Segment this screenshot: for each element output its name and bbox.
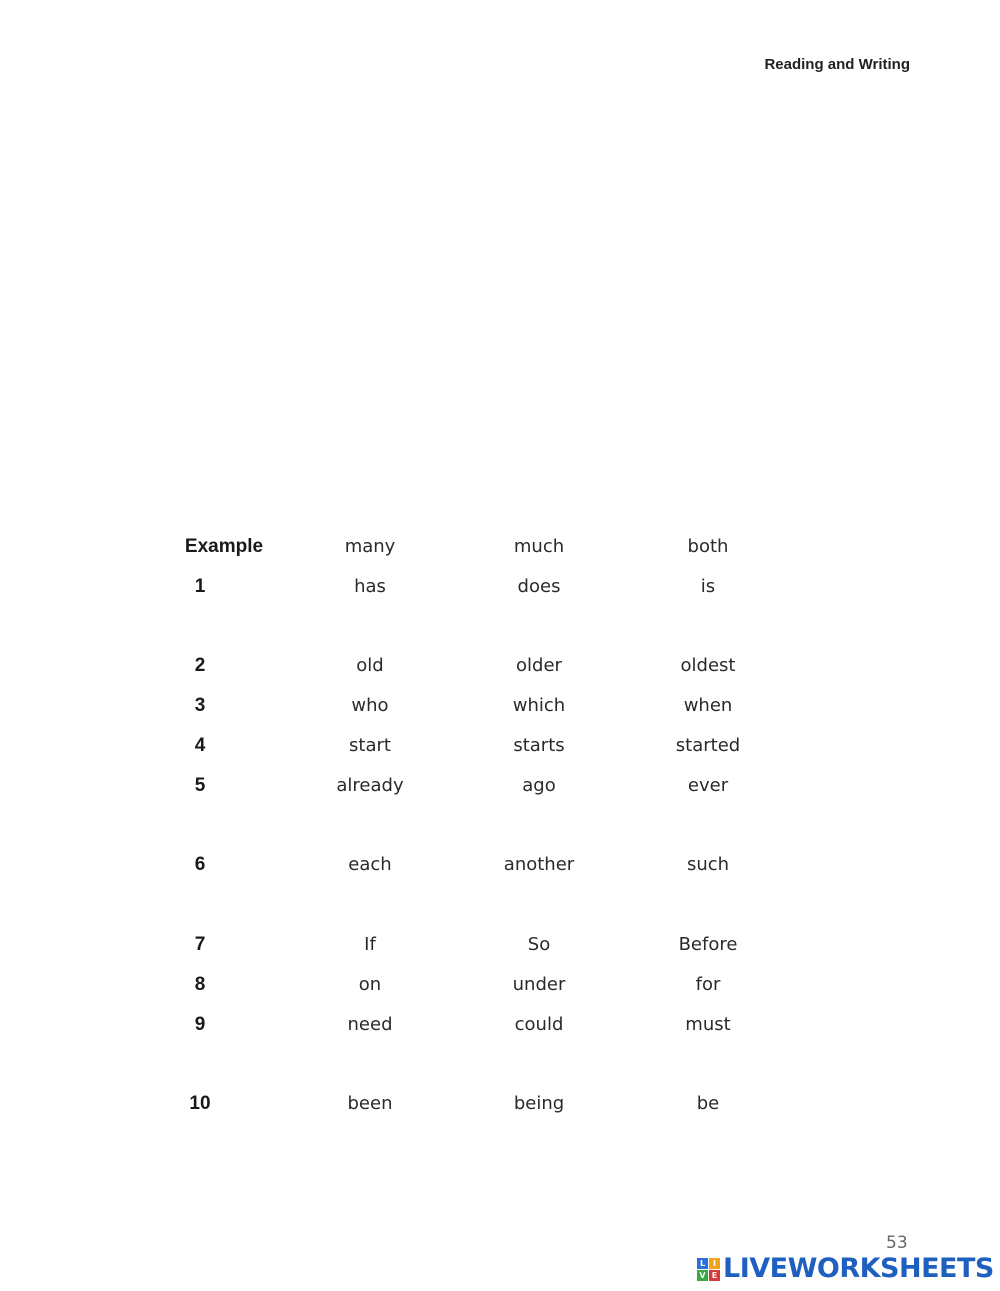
option-c[interactable]: is	[700, 576, 716, 597]
row-number: 3	[194, 695, 206, 716]
option-c[interactable]: for	[695, 974, 721, 995]
row-number: 9	[194, 1014, 206, 1035]
option-c[interactable]: such	[686, 854, 730, 875]
option-b[interactable]: which	[512, 695, 566, 716]
option-a[interactable]: many	[344, 536, 396, 557]
option-b[interactable]: ago	[522, 775, 556, 796]
option-b[interactable]: does	[517, 576, 561, 597]
option-a[interactable]: already	[336, 775, 404, 796]
row-number: 2	[194, 655, 206, 676]
option-b[interactable]: could	[514, 1014, 564, 1035]
option-a[interactable]: start	[349, 735, 391, 756]
question-row-6	[0, 850, 1000, 880]
question-row-4	[0, 731, 1000, 761]
liveworksheets-brand	[697, 1254, 994, 1284]
question-row-9	[0, 1010, 1000, 1040]
question-row-3	[0, 691, 1000, 721]
example-row	[0, 532, 1000, 562]
option-a[interactable]: on	[358, 974, 382, 995]
option-c[interactable]: started	[675, 735, 741, 756]
row-number: 6	[194, 854, 206, 875]
row-label: Example	[184, 536, 264, 557]
option-b[interactable]: older	[516, 655, 562, 676]
option-a[interactable]: has	[354, 576, 386, 597]
option-c[interactable]: must	[685, 1014, 731, 1035]
option-b[interactable]: being	[513, 1093, 565, 1114]
question-row-5	[0, 771, 1000, 801]
row-number: 10	[189, 1093, 211, 1114]
logo-letter: E	[709, 1270, 720, 1281]
question-row-2	[0, 651, 1000, 681]
option-b[interactable]: So	[527, 934, 551, 955]
row-number: 5	[194, 775, 206, 796]
option-c[interactable]: be	[696, 1093, 720, 1114]
logo-letter: L	[697, 1258, 708, 1269]
row-number: 7	[194, 934, 206, 955]
liveworksheets-logo-icon	[697, 1258, 720, 1281]
logo-letter: I	[709, 1258, 720, 1269]
option-b[interactable]: another	[503, 854, 575, 875]
option-b[interactable]: much	[513, 536, 565, 557]
option-c[interactable]: Before	[678, 934, 738, 955]
option-a[interactable]: need	[347, 1014, 393, 1035]
option-c[interactable]: oldest	[680, 655, 736, 676]
option-a[interactable]: who	[351, 695, 389, 716]
option-b[interactable]: starts	[513, 735, 565, 756]
row-number: 8	[194, 974, 206, 995]
brand-wordmark: LIVEWORKSHEETS	[723, 1253, 994, 1284]
option-b[interactable]: under	[512, 974, 566, 995]
option-a[interactable]: old	[356, 655, 384, 676]
option-a[interactable]: each	[348, 854, 392, 875]
row-number: 4	[194, 735, 206, 756]
question-row-10	[0, 1089, 1000, 1119]
question-row-1	[0, 572, 1000, 602]
option-c[interactable]: both	[687, 536, 729, 557]
option-c[interactable]: when	[683, 695, 733, 716]
option-c[interactable]: ever	[687, 775, 729, 796]
row-number: 1	[194, 576, 206, 597]
option-a[interactable]: been	[347, 1093, 393, 1114]
question-row-8	[0, 970, 1000, 1000]
option-a[interactable]: If	[364, 934, 376, 955]
page-header: Reading and Writing	[764, 56, 910, 73]
question-row-7	[0, 930, 1000, 960]
page-number: 53	[886, 1233, 908, 1253]
logo-letter: V	[697, 1270, 708, 1281]
